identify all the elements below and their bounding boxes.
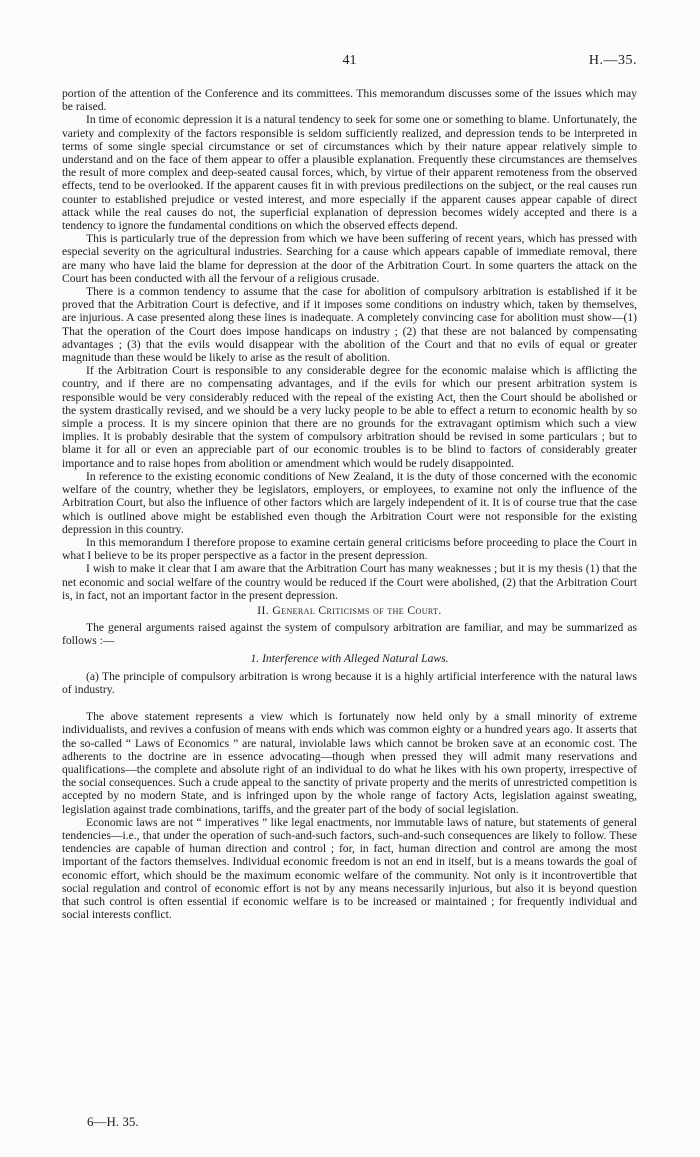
paragraph: This is particularly true of the depression from which we have been suffering of recent years, which has pressed with especial severity on the agricultural industries. Searching for a cause which appears capable of immediate removal, there are many who have laid the blame for depression at the door of the Arbitration Court. In some quarters the attack on the Court has been conducted with all the fervour of a religious crusade.: [62, 232, 637, 285]
document-reference: H.—35.: [588, 53, 637, 68]
section-intro: The general arguments raised against the system of compulsory arbitration are familiar, and may be summarized as follows :—: [62, 621, 637, 648]
proposition-a: (a) The principle of compulsory arbitration is wrong because it is a highly artificial interference with the natural laws of industry.: [62, 669, 637, 696]
paragraph: If the Arbitration Court is responsible to any considerable degree for the economic malaise which is afflicting the country, and if there are no compensating advantages, and if the evils for which our present arbitration system is responsible would be very considerably reduced with the repeal of the existing Act, then the Court should be abolished or the system drastically revised, and we should be a very lucky people to be able to effect a return to economic health by so simple a process. It is my sincere opinion that there are no grounds for the extravagant optimism which such a view implies. It is probably desirable that the system of compulsory arbitration should be revised in some particulars ; but to blame it for all or even an appreciable part of our economic troubles is to be blind to factors of considerably greater importance and to raise hopes from abolition or amendment which would be rudely disappointed.: [62, 364, 637, 470]
paragraph: In time of economic depression it is a natural tendency to seek for some one or something to blame. Unfortunately, the variety and complexity of the factors responsible is seldom sufficiently realized, and depression tends to be interpreted in terms of some single special circumstance or set of circumstances which by their nature appear relatively simple to understand and on the face of them appear to offer a plausible explanation. Frequently these circumstances are themselves the result of more complex and deep-seated causal forces, which, by virtue of their apparent remoteness from the observed effects, tend to be overlooked. If the apparent causes fit in with previous predilections on the subject, or the real causes run counter to established prejudice or vested interest, and more especially if the apparent causes appear capable of direct attack while the real causes do not, the superficial explanation of depression becomes widely accepted and there is a tendency to ignore the fundamental conditions on which the observed effects depend.: [62, 113, 637, 233]
sheet-signature: 6—H. 35.: [87, 1114, 139, 1129]
paragraph: The above statement represents a view which is fortunately now held only by a small minority of extreme individualists, and revives a confusion of means with ends which was common eighty or a hundred years ago. It asserts that the so-called “ Laws of Economics ” are natural, inviolable laws which cannot be broken save at an economic cost. The adherents to the doctrine are in essence advocating—though when pressed they will admit many reservations and qualifications—the complete and absolute right of an individual to do what he likes with his own property, irrespective of the social consequences. Such a crude appeal to the sanctity of private property and the merits of unrestricted competition is accepted by no modern State, and is infringed upon by the whole range of factory Acts, legislation against sweating, legislation against trade combinations, tariffs, and the greater part of the body of social legislation.: [62, 710, 637, 816]
paragraph: I wish to make it clear that I am aware that the Arbitration Court has many weaknesses ; but it is my thesis (1) that the net economic and social welfare of the country would be reduced if the Court were abolished, (2) that the Arbitration Court is, in fact, not an important factor in the present depression.: [62, 562, 637, 602]
paragraph: There is a common tendency to assume that the case for abolition of compulsory arbitration is established if it be proved that the Arbitration Court is defective, and if it imposes some conditions on industry which, taken by themselves, are injurious. A case presented along these lines is inadequate. A completely convincing case for abolition must show—(1) That the operation of the Court does impose handicaps on industry ; (2) that these are not balanced by compensating advantages ; (3) that the evils would disappear with the abolition of the Court and that no evils of equal or greater magnitude than these would be likely to arise as the result of abolition.: [62, 285, 637, 365]
subheading: 1. Interference with Alleged Natural Laws.: [250, 651, 449, 665]
paragraph: In this memorandum I therefore propose to examine certain general criticisms before proceeding to place the Court in what I believe to be its proper perspective as a factor in the present depression.: [62, 535, 637, 563]
paragraph-continuation: portion of the attention of the Conference and its committees. This memorandum discusses some of the issues which may be raised.: [62, 87, 637, 114]
paragraph: Economic laws are not “ imperatives ” like legal enactments, nor immutable laws of nature, but statements of general tendencies—i.e., that under the operation of such-and-such factors, such-and-such consequences are likely to follow. These tendencies are capable of human direction and control ; for, in fact, human direction and control are among the most important of the factors themselves. Individual economic freedom is not an end in itself, but is a means towards the goal of economic effort, which should be the maximum economic welfare of the community. Not only is it incontrovertible that social regulation and control of economic effort is not by any means necessarily injurious, but also it is beyond question that such control is often essential if economic welfare is to be increased or maintained ; for frequently individual and social interests conflict.: [62, 815, 637, 922]
page-header: [62, 53, 637, 73]
paragraph: In reference to the existing economic conditions of New Zealand, it is the duty of those concerned with the economic welfare of the country, whether they be legislators, employers, or employees, to examine not only the influence of the Arbitration Court, but also the influence of other factors which are largely independent of it. It is of course true that the case which is outlined above might be established even though the Arbitration Court were not responsible for the existing depression in this country.: [62, 469, 637, 536]
document-body: [62, 87, 637, 921]
section-heading: II. General Criticisms of the Court.: [257, 603, 442, 617]
page-number: 41: [342, 53, 357, 68]
